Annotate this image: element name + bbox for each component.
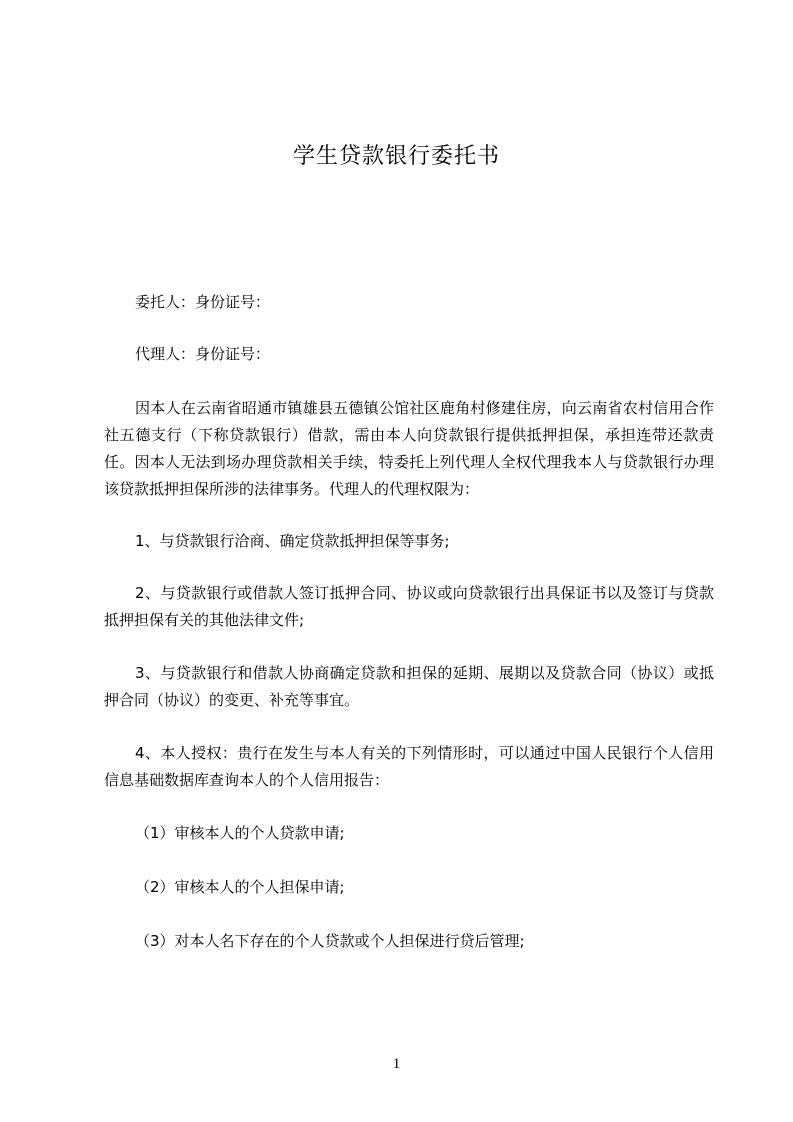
authority-item-2: 2、与贷款银行或借款人签订抵押合同、协议或向贷款银行出具保证书以及签订与贷款抵押担保有关的其他法律文件; (104, 584, 714, 629)
authority-item-1: 1、与贷款银行洽商、确定贷款抵押担保等事务; (135, 532, 450, 550)
agent-line: 代理人：身份证号： (135, 345, 271, 363)
purpose-paragraph: 因本人在云南省昭通市镇雄县五德镇公馆社区鹿角村修建住房，向云南省农村信用合作社五德支行（下称贷款银行）借款，需由本人向贷款银行提供抵押担保，承担连带还款责任。因本人无法到场办理贷款相关手续，特委托上列代理人全权代理我本人与贷款银行办理该贷款抵押担保所涉的法律事务。代理人的代理权限为： (104, 399, 714, 498)
authorization-case-1: （1）审核本人的个人贷款申请; (135, 824, 345, 842)
principal-line: 委托人：身份证号： (135, 293, 271, 311)
authority-item-3: 3、与贷款银行和借款人协商确定贷款和担保的延期、展期以及贷款合同（协议）或抵押合同（协议）的变更、补充等事宜。 (104, 664, 714, 709)
authority-item-4: 4、本人授权：贵行在发生与本人有关的下列情形时，可以通过中国人民银行个人信用信息基础数据库查询本人的个人信用报告： (104, 744, 714, 789)
authorization-case-2: （2）审核本人的个人担保申请; (135, 878, 345, 896)
authorization-case-3: （3）对本人名下存在的个人贷款或个人担保进行贷后管理; (135, 932, 525, 950)
page-number: 1 (392, 1056, 401, 1072)
document-title: 学生贷款银行委托书 (292, 144, 500, 169)
